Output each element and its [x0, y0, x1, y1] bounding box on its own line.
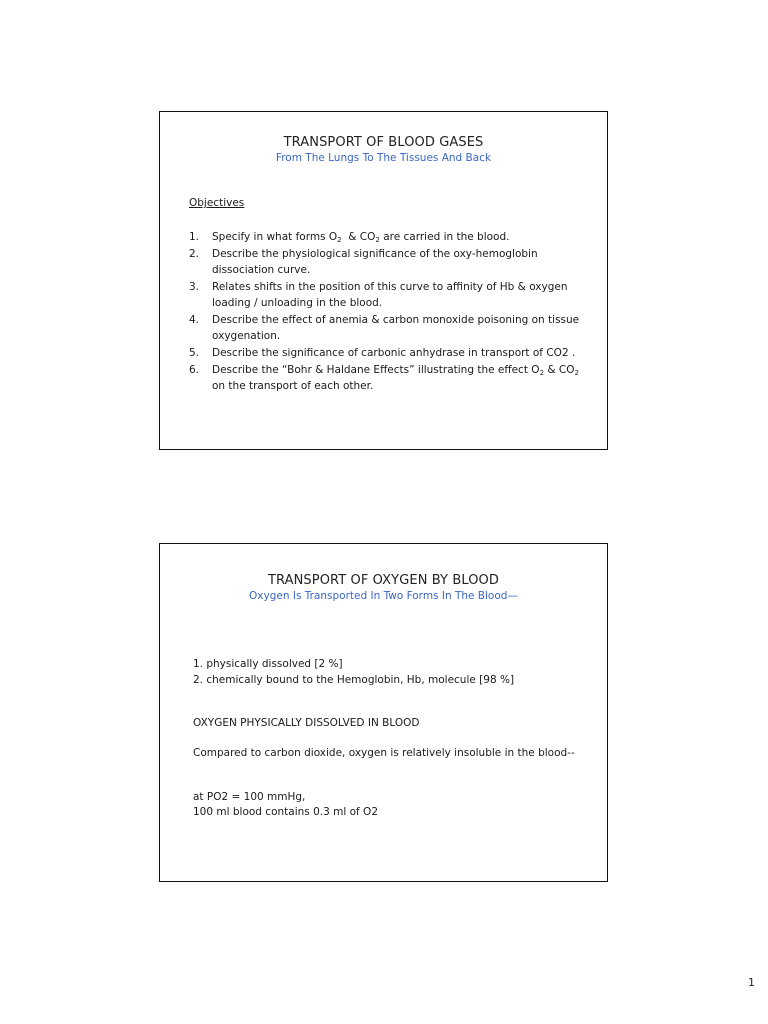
objectives-heading: Objectives: [189, 197, 245, 209]
objective-item: [189, 312, 584, 344]
objective-item: [189, 362, 584, 394]
objective-text: Describe the physiological significance of the oxy-hemoglobin dissociation curve.: [212, 248, 538, 276]
objective-number: 5.: [189, 347, 200, 359]
oxygen-form-bound: 2. chemically bound to the Hemoglobin, Hb, molecule [98 %]: [193, 674, 515, 686]
page-number: 1: [748, 976, 755, 989]
objective-item: [189, 229, 584, 245]
objective-item: [189, 279, 584, 311]
objective-number: 1.: [189, 231, 200, 243]
objectives-list: [189, 229, 584, 395]
slide-2-subtitle: Oxygen Is Transported In Two Forms In The Blood—: [249, 590, 518, 602]
slide-1-title: TRANSPORT OF BLOOD GASES: [283, 135, 484, 150]
oxygen-content-note: [193, 790, 378, 820]
objective-text: Specify in what forms $O_2$ & $CO_2$ are carried in the blood.: [212, 231, 510, 244]
slide-2-title: TRANSPORT OF OXYGEN BY BLOOD: [267, 573, 500, 588]
solubility-paragraph: Compared to carbon dioxide, oxygen is relatively insoluble in the blood--: [193, 747, 575, 759]
objective-number: 4.: [189, 314, 200, 326]
objective-text: Relates shifts in the position of this curve to affinity of Hb & oxygen loading / unloading in the blood.: [212, 281, 568, 309]
objective-text: Describe the effect of anemia & carbon monoxide poisoning on tissue oxygenation.: [212, 314, 580, 342]
po2-line: at PO2 = 100 mmHg,: [193, 791, 306, 803]
slide-1: [159, 111, 608, 450]
oxygen-forms-list: [193, 656, 514, 688]
objective-text: Describe the “Bohr & Haldane Effects” illustrating the effect $O_2$ & $CO_2$ on the transport of each other.: [212, 364, 579, 392]
section-heading: OXYGEN PHYSICALLY DISSOLVED IN BLOOD: [193, 717, 420, 729]
oxygen-content-line: 100 ml blood contains 0.3 ml of O2: [193, 806, 379, 818]
objective-text: Describe the significance of carbonic anhydrase in transport of CO2 .: [212, 347, 576, 359]
objective-item: [189, 246, 584, 278]
objective-item: [189, 345, 584, 361]
objective-number: 3.: [189, 281, 200, 293]
objective-number: 2.: [189, 248, 200, 260]
slide-2: [159, 543, 608, 882]
oxygen-form-dissolved: 1. physically dissolved [2 %]: [193, 658, 343, 670]
objective-number: 6.: [189, 364, 200, 376]
slide-1-subtitle: From The Lungs To The Tissues And Back: [275, 152, 492, 164]
